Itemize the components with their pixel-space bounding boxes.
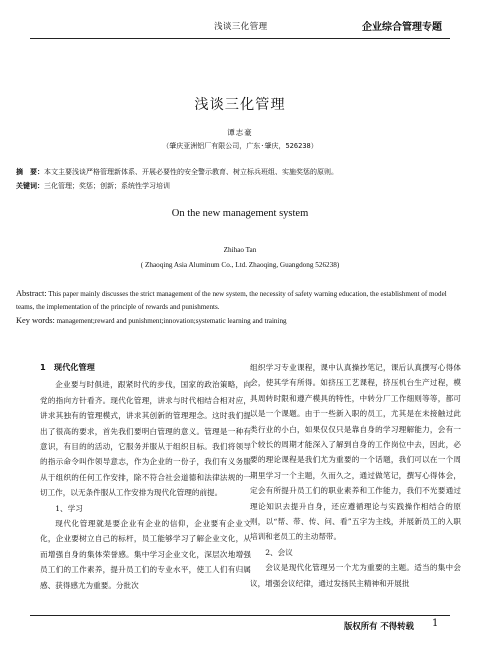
body-column-left <box>40 360 251 593</box>
page-number: 1 <box>432 618 439 629</box>
english-author: Zhihao Tan <box>223 246 257 254</box>
abstract-zh <box>16 167 466 177</box>
footer-rule <box>30 615 450 616</box>
paragraph: 组织学习专业课程，课中认真操抄笔记，课后认真撰写心得体会，使其学有所得。如挤压工艺课程，挤压机台生产过程，模具周转时限和遵产模具的特性，中转分厂工作细则等等，都可以是一个课题。由于一些新入职的员工，尤其是在未接触过此类行业的小白，如果仅仅只是靠自身的学习理解能力，会有一个较长的周期才能深入了解到自身的工作岗位中去，因此，必要的理论课程是我们尤为重要的一个话题，我们可以在一个周期里学习一个主题，久而久之，通过做笔记，撰写心得体会，定会有所提升员工们的职业素养和工作能力，我们不光要通过理论知识去提升自身，还应遵循理论与实践操作相结合的原则，以“帮、带、传、问、看”五字为主线，并展新员工的入职培训和老员工的主动帮带。 <box>250 363 461 542</box>
abstract-en-text: This paper mainly discusses the strict management of the new system, the necessity of safety warning education, the establishment of model teams, the implementation of the principle of rewards and punishments. <box>16 290 447 311</box>
page-footer <box>0 615 480 645</box>
running-title: 浅谈三化管理 <box>214 22 268 32</box>
abstract-zh-text: 本文主要浅谈严格管理新体系、开展必要性的安全警示教育、树立标兵班组、实施奖惩的原则。 <box>44 168 338 176</box>
abstract-en-label: Abstract: <box>16 289 47 298</box>
paragraph: 企业要与时俱进，跟紧时代的步伐，国家的政治策略，向党的指向方针看齐。现代化管理，讲求与时代相结合相对应，讲求其独有的管理模式，讲求其创新的管理理念。这时我们提出了很高的要求，首先我们要明白管理的意义。管理是一种有意识，有目的的活动，它服务并服从于组织目标。我们将领导的指示命令叫作领导意志，作为企业的一份子，我们有义务服从于组织的任何工作安排，除不符合社会道德和法律法规的一切工作，以无条件服从工作安排为现代化管理的前提。 <box>40 380 251 498</box>
keywords-zh <box>16 181 466 191</box>
paragraph: 现代化管理就是要企业有企业的信仰，企业要有企业文化，企业要树立自己的标杆，员工能够学习了解企业文化，从而增强自身的集体荣誉感。集中学习企业文化，深层次地增强员工们的工作素养，提升员工们的专业水平，使工人们有归属感、获得感尤为重要。分批次 <box>40 519 251 590</box>
author: 谭志豪 <box>227 128 253 137</box>
keywords-zh-text: 三化管理；奖惩；创新；系统性学习培训 <box>44 182 170 190</box>
keywords-zh-label: 关键词： <box>16 182 44 190</box>
paragraph: 会议是现代化管理另一个尤为重要的主题。适当的集中会议，增强会议纪律，通过发扬民主精神和开展批 <box>250 563 461 588</box>
subsection-heading: 2、会议 <box>265 547 293 557</box>
header-rule <box>30 38 450 39</box>
abstract-en <box>16 288 466 313</box>
paper-title: 浅谈三化管理 <box>194 97 286 113</box>
english-title: On the new management system <box>171 208 309 219</box>
english-affiliation: ( Zhaoqing Asia Aluminum Co., Ltd. Zhaoqing, Guangdong 526238) <box>140 261 340 269</box>
keywords-en-label: Key words: <box>16 316 55 325</box>
affiliation: （肇庆亚洲铝厂有限公司，广东·肇庆，526238） <box>162 142 318 150</box>
copyright-notice: 版权所有 不得转载 <box>344 621 414 631</box>
page-header <box>0 16 480 36</box>
section-heading: 1 现代化管理 <box>40 362 95 372</box>
body-column-right <box>250 360 461 591</box>
keywords-en-text: management;reward and punishment;innovation;systematic learning and training <box>56 317 287 325</box>
journal-section: 企业综合管理专题 <box>362 22 442 33</box>
abstract-zh-label: 摘 要： <box>16 168 44 176</box>
keywords-en <box>16 316 466 325</box>
subsection-heading: 1、学习 <box>55 503 83 513</box>
